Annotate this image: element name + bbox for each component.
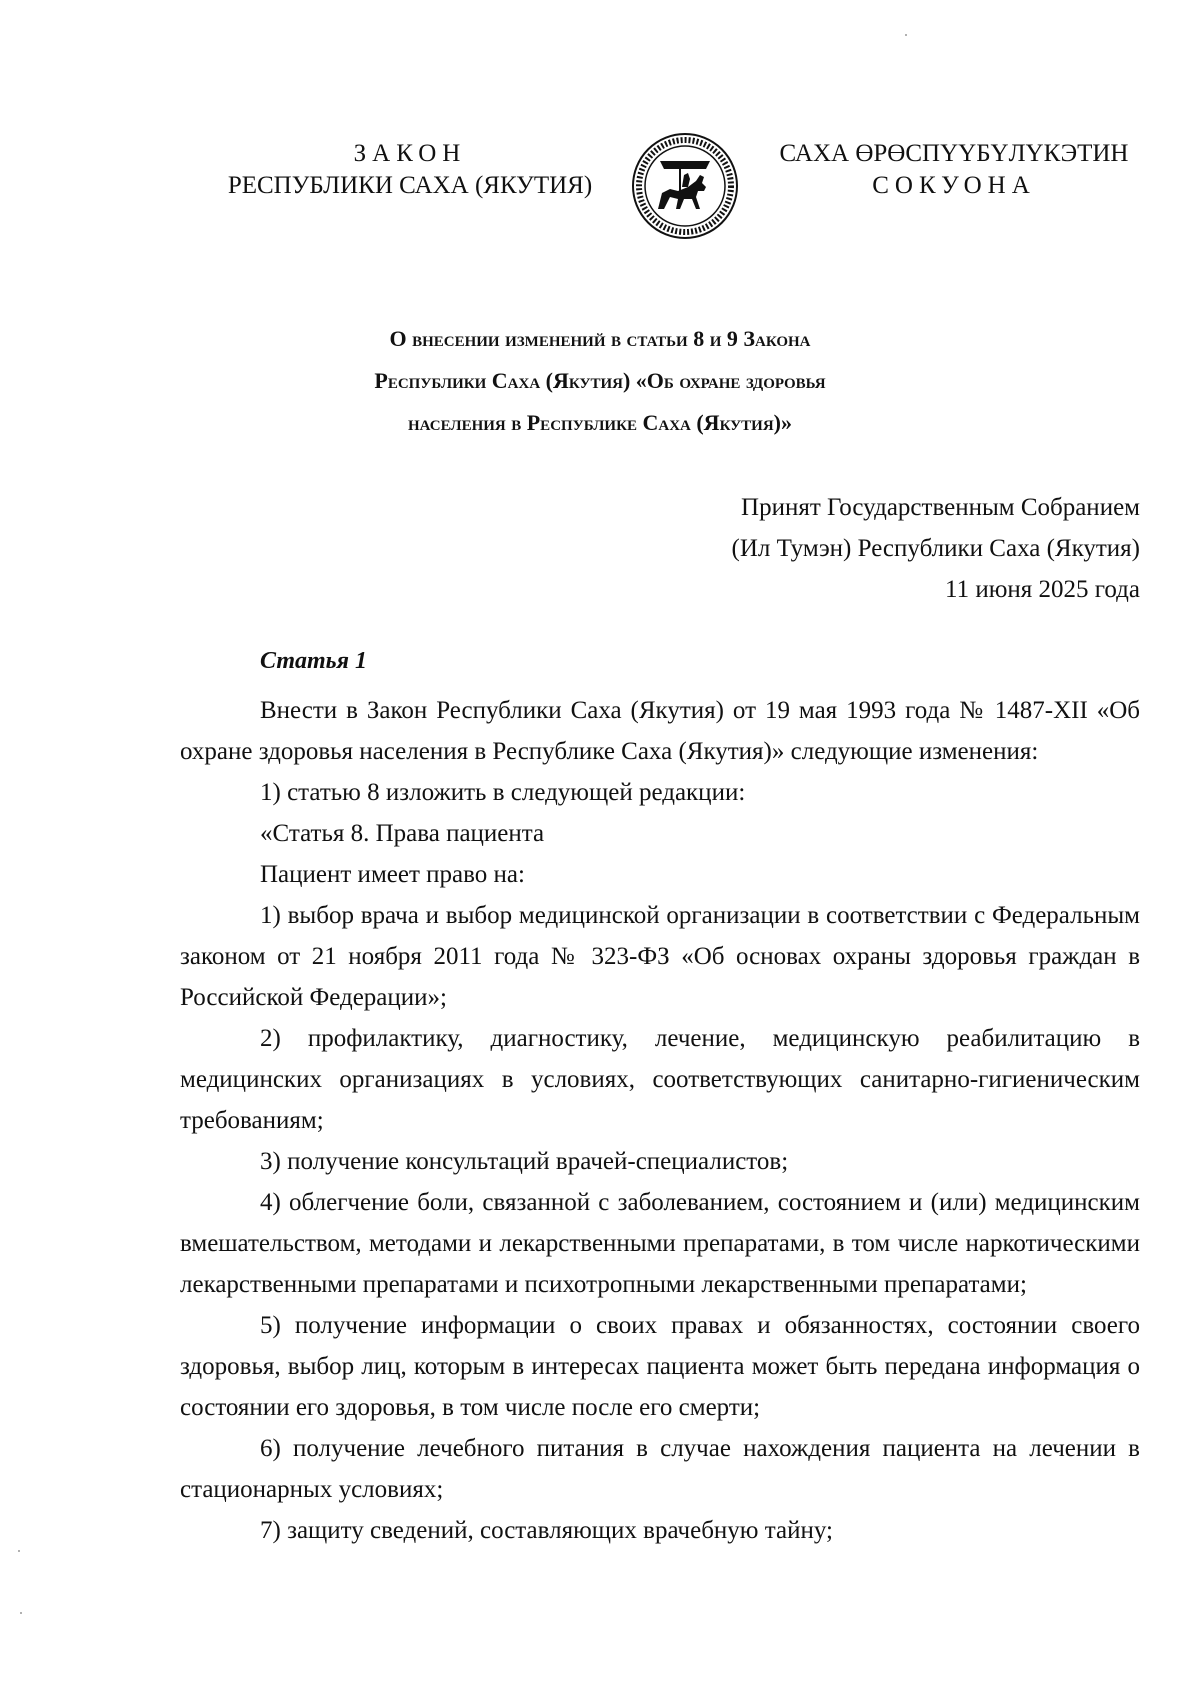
scan-speck bbox=[905, 34, 907, 36]
law-word-sah: СОКУОНА bbox=[872, 172, 1036, 199]
republic-name-sah: САХА ӨРӨСПҮҮБҮЛҮКЭТИН bbox=[779, 140, 1129, 167]
paragraph: Пациент имеет право на: bbox=[260, 861, 525, 888]
paragraph: Внести в Закон Республики Саха (Якутия) от 19 мая 1993 года № 1487-XII «Об охране здоровья населения в Республике Саха (Якутия)» следующие изменения: bbox=[180, 697, 1140, 765]
scan-speck bbox=[20, 1612, 22, 1614]
coat-of-arms-sakha-icon bbox=[630, 131, 740, 241]
paragraph: 3) получение консультаций врачей-специалистов; bbox=[260, 1148, 789, 1175]
paragraph: 1) статью 8 изложить в следующей редакции: bbox=[260, 779, 746, 806]
paragraph: 4) облегчение боли, связанной с заболеванием, состоянием и (или) медицинским вмешательством, методами и лекарственными препаратами, в том числе наркотическими лекарственными препаратами и психотропными лекарственными препаратами; bbox=[180, 1189, 1140, 1298]
title-line-3: населения в Республике Саха (Якутия)» bbox=[408, 410, 792, 435]
scan-speck bbox=[18, 1550, 20, 1552]
paragraph: 2) профилактику, диагностику, лечение, медицинскую реабилитацию в медицинских организациях в условиях, соответствующих санитарно-гигиеническим требованиям; bbox=[180, 1025, 1140, 1134]
article-body bbox=[180, 690, 1140, 1551]
law-header-sah bbox=[774, 138, 1134, 202]
adoption-info bbox=[540, 487, 1140, 610]
paragraph: «Статья 8. Права пациента bbox=[260, 820, 545, 847]
law-title bbox=[180, 318, 1020, 444]
title-line-1: О внесении изменений в статьи 8 и 9 Закона bbox=[389, 326, 811, 351]
article-heading: Статья 1 bbox=[260, 648, 368, 674]
paragraph: 7) защиту сведений, составляющих врачебную тайну; bbox=[260, 1517, 833, 1544]
title-line-2: Республики Саха (Якутия) «Об охране здоровья bbox=[374, 368, 826, 393]
republic-name-ru: РЕСПУБЛИКИ САХА (ЯКУТИЯ) bbox=[227, 172, 593, 199]
adoption-line-2: (Ил Тумэн) Республики Саха (Якутия) bbox=[731, 535, 1140, 562]
paragraph: 5) получение информации о своих правах и обязанностях, состоянии своего здоровья, выбор лиц, которым в интересах пациента может быть передана информация о состоянии его здоровья, в том числе после его смерти; bbox=[180, 1312, 1140, 1421]
law-header-ru bbox=[200, 138, 620, 202]
paragraph: 6) получение лечебного питания в случае нахождения пациента на лечении в стационарных условиях; bbox=[180, 1435, 1140, 1503]
law-word-ru: ЗАКОН bbox=[353, 140, 467, 167]
adoption-line-1: Принят Государственным Собранием bbox=[741, 494, 1140, 521]
paragraph: 1) выбор врача и выбор медицинской организации в соответствии с Федеральным законом от 21 ноября 2011 года № 323-ФЗ «Об основах охраны здоровья граждан в Российской Федерации»; bbox=[180, 902, 1140, 1011]
adoption-date: 11 июня 2025 года bbox=[945, 576, 1140, 603]
